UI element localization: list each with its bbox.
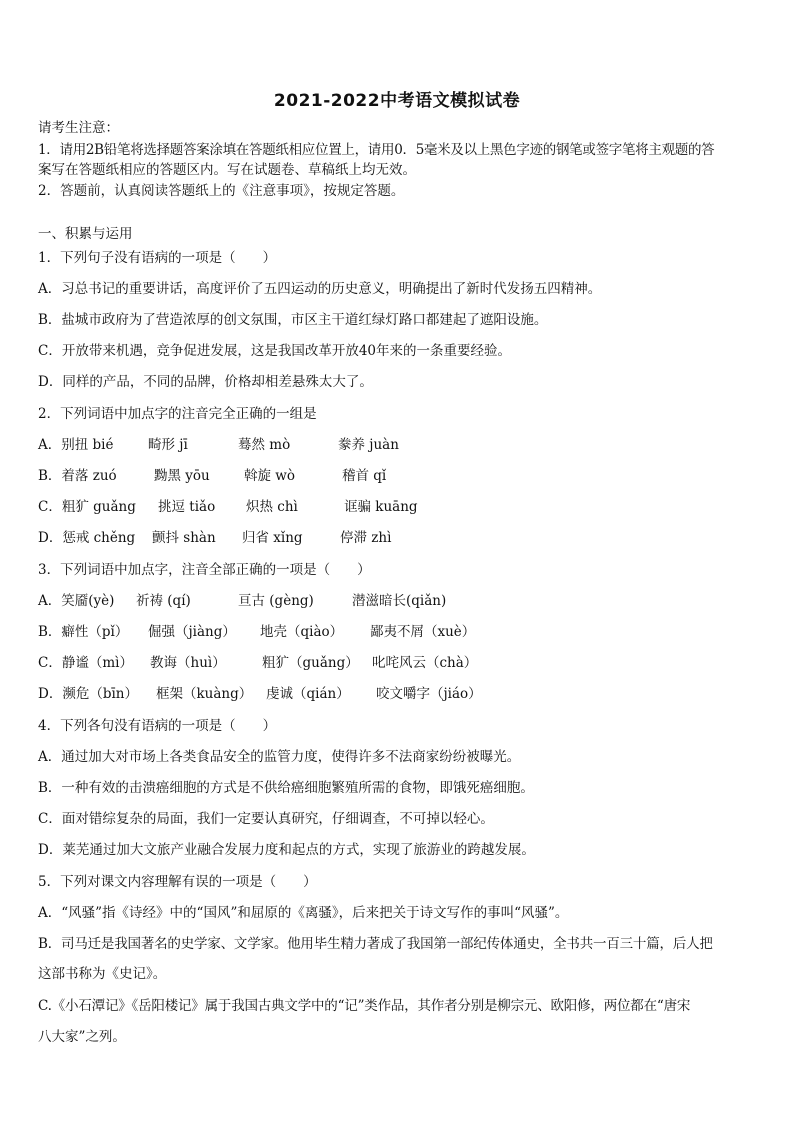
option-word: 豢养 juàn	[338, 437, 399, 453]
option-word: 停滞 zhì	[340, 530, 392, 546]
question-5-stem: 5．下列对课文内容理解有误的一项是（ ）	[38, 874, 317, 890]
question-4-option-a: A．通过加大对市场上各类食品安全的监管力度，使得许多不法商家纷纷被曝光。	[38, 749, 521, 765]
option-word: B．癖性（pǐ）	[38, 624, 129, 640]
question-1-stem: 1．下列句子没有语病的一项是（ ）	[38, 250, 277, 266]
section-heading: 一、积累与运用	[38, 226, 133, 242]
option-word: 颤抖 shàn	[152, 530, 216, 546]
question-5-option-c-line-2: 八大家”之列。	[38, 1029, 126, 1045]
question-5-option-a: A．“风骚”指《诗经》中的“国风”和屈原的《离骚》，后来把关于诗文写作的事叫“风骚”。	[38, 905, 569, 921]
notice-heading: 请考生注意：	[38, 120, 119, 136]
option-word: 教诲（huì）	[150, 655, 226, 671]
option-word: 粗犷（guǎng）	[262, 655, 359, 671]
option-word: A．别扭 bié	[38, 437, 114, 453]
question-4-option-b: B．一种有效的击溃癌细胞的方式是不供给癌细胞繁殖所需的食物，即饿死癌细胞。	[38, 780, 534, 796]
option-word: A．笑靥(yè)	[38, 593, 115, 609]
option-word: D．惩戒 chěng	[38, 530, 136, 546]
option-word: 归省 xǐng	[242, 530, 303, 546]
notice-item-2: 2．答题前，认真阅读答题纸上的《注意事项》，按规定答题。	[38, 183, 405, 199]
option-word: 黝黑 yōu	[154, 468, 210, 484]
option-word: 炽热 chì	[246, 499, 298, 515]
question-4-option-c: C．面对错综复杂的局面，我们一定要认真研究，仔细调查，不可掉以轻心。	[38, 811, 494, 827]
option-word: 亘古 (gèng)	[238, 593, 314, 609]
option-word: 地壳（qiào）	[260, 624, 344, 640]
option-word: 蓦然 mò	[238, 437, 291, 453]
option-word: B．着落 zuó	[38, 468, 117, 484]
option-word: 潜滋暗长(qiǎn)	[352, 593, 447, 609]
option-word: C．静谧（mì）	[38, 655, 133, 671]
option-word: 斡旋 wò	[244, 468, 295, 484]
option-word: 虔诚（qián）	[266, 686, 350, 702]
question-1-option-b: B．盐城市政府为了营造浓厚的创文氛围，市区主干道红绿灯路口都建起了遮阳设施。	[38, 312, 548, 328]
option-word: 祈祷 (qí)	[136, 593, 191, 609]
option-word: 稽首 qǐ	[342, 468, 387, 484]
option-word: 叱咤风云（chà）	[372, 655, 478, 671]
option-word: 挑逗 tiǎo	[158, 499, 216, 515]
question-1-option-d: D．同样的产品，不同的品牌，价格却相差悬殊太大了。	[38, 374, 373, 390]
question-5-option-b-line-1: B．司马迁是我国著名的史学家、文学家。他用毕生精力著成了我国第一部纪传体通史，全书共一百三十篇，后人把	[38, 936, 713, 952]
question-4-option-d: D．莱芜通过加大文旅产业融合发展力度和起点的方式，实现了旅游业的跨越发展。	[38, 842, 535, 858]
option-word: 倔强（jiàng）	[148, 624, 236, 640]
option-word: 框架（kuàng）	[156, 686, 253, 702]
option-word: 诓骗 kuāng	[344, 499, 418, 515]
option-word: D．濒危（bīn）	[38, 686, 138, 702]
question-4-stem: 4．下列各句没有语病的一项是（ ）	[38, 718, 277, 734]
option-word: C．粗犷 guǎng	[38, 499, 136, 515]
question-3-stem: 3．下列词语中加点字，注音全部正确的一项是（ ）	[38, 562, 371, 578]
question-5-option-c-line-1: C.《小石潭记》《岳阳楼记》属于我国古典文学中的“记”类作品，其作者分别是柳宗元、欧阳修，两位都在“唐宋	[38, 998, 691, 1014]
question-2-stem: 2．下列词语中加点字的注音完全正确的一组是	[38, 406, 317, 422]
notice-item-1-line-1: 1．请用2B铅笔将选择题答案涂填在答题纸相应位置上，请用0．5毫米及以上黑色字迹的钢笔或签字笔将主观题的答	[38, 142, 715, 158]
question-1-option-c: C．开放带来机遇，竞争促进发展，这是我国改革开放40年来的一条重要经验。	[38, 343, 512, 359]
option-word: 畸形 jī	[148, 437, 188, 453]
question-5-option-b-line-2: 这部书称为《史记》。	[38, 966, 167, 982]
page-title: 2021-2022中考语文模拟试卷	[273, 91, 521, 111]
notice-item-1-line-2: 案写在答题纸相应的答题区内。写在试题卷、草稿纸上均无效。	[38, 162, 416, 178]
question-1-option-a: A．习总书记的重要讲话，高度评价了五四运动的历史意义，明确提出了新时代发扬五四精神。	[38, 281, 602, 297]
option-word: 鄙夷不屑（xuè）	[370, 624, 476, 640]
option-word: 咬文嚼字（jiáo）	[376, 686, 482, 702]
